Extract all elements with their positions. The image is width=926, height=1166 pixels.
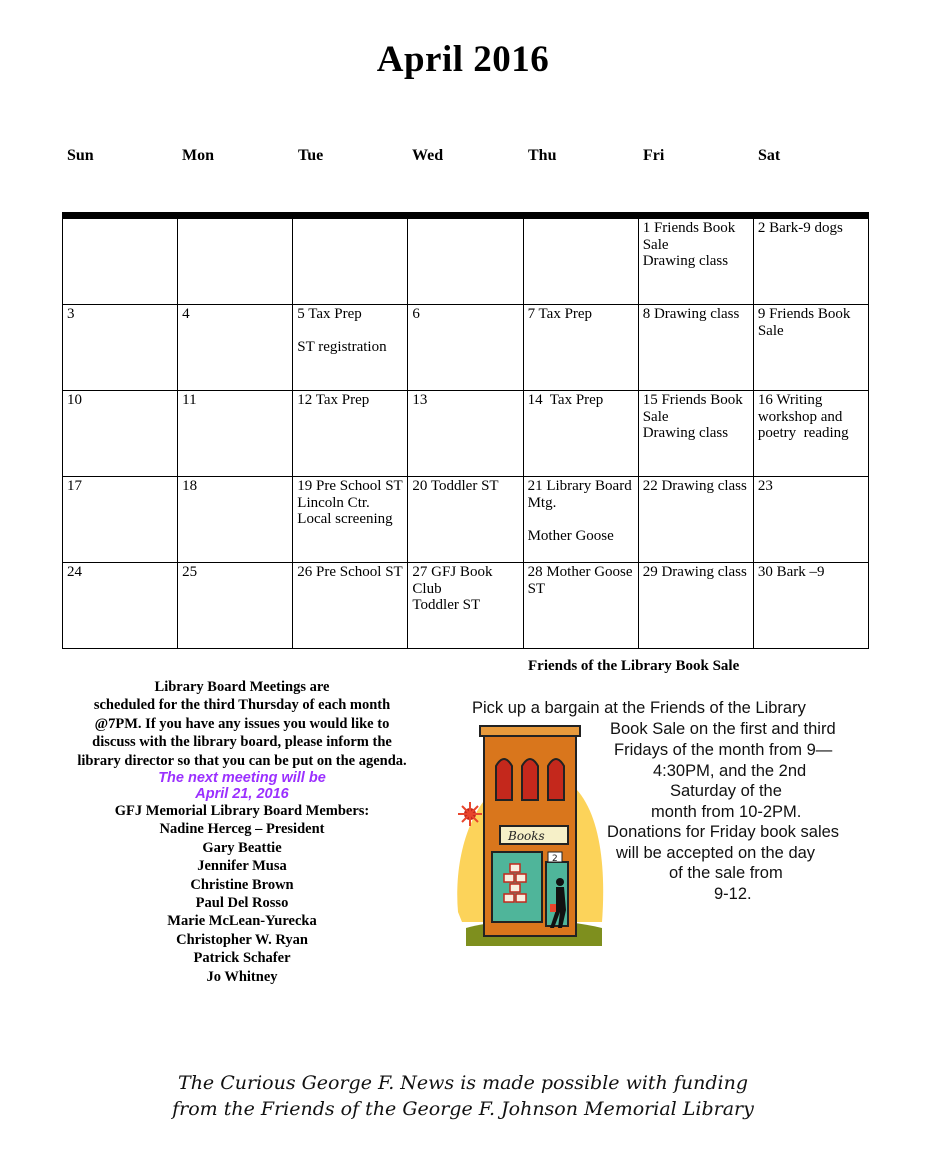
day-header-mon: Mon [182, 147, 214, 164]
day-event: ST registration [297, 339, 387, 355]
member-name: Jo Whitney [206, 968, 278, 985]
book [510, 864, 520, 872]
calendar-day-cell [408, 477, 523, 563]
day-header-wed: Wed [412, 147, 444, 164]
calendar-week-row [63, 563, 869, 649]
day-entry: 2 Bark-9 dogs [757, 220, 843, 236]
book-sale-line: 9-12. [714, 885, 752, 903]
calendar-day-cell [63, 477, 178, 563]
members-heading: GFJ Memorial Library Board Members: [114, 803, 370, 820]
calendar-day-cell [753, 391, 868, 477]
day-entry: 12 Tax Prep [297, 392, 370, 408]
calendar-day-cell [523, 391, 638, 477]
day-entry: 7 Tax Prep [527, 306, 593, 322]
day-entry: 11 [182, 392, 197, 408]
calendar-day-cell [753, 219, 868, 305]
calendar-day-cell [408, 305, 523, 391]
calendar-week-row [63, 219, 869, 305]
calendar-week-row [63, 305, 869, 391]
day-entry: 1 Friends Book Sale [642, 220, 739, 253]
calendar-day-cell [293, 305, 408, 391]
book-sale-line: Pick up a bargain at the Friends of the Library [472, 699, 806, 717]
calendar-day-cell [638, 563, 753, 649]
day-event: Toddler ST [412, 597, 481, 613]
calendar-day-cell [523, 477, 638, 563]
day-event: Drawing class [642, 425, 729, 441]
day-entry: 19 Pre School ST [297, 478, 403, 494]
day-entry: 5 Tax Prep [297, 306, 362, 322]
upper-window [496, 759, 512, 800]
upper-windows [496, 759, 564, 800]
calendar-day-cell [753, 563, 868, 649]
book-sale-line: Book Sale on the first and third [610, 720, 836, 738]
calendar-day-cell [178, 305, 293, 391]
day-entry: 9 Friends Book Sale [757, 306, 855, 339]
book-sale-title: Friends of the Library Book Sale [528, 658, 740, 674]
calendar-day-cell [63, 391, 178, 477]
book-sale-line: Fridays of the month from 9— [614, 741, 833, 759]
day-entry: 24 [67, 564, 82, 580]
day-header-sat: Sat [758, 147, 781, 164]
day-entry: 22 Drawing class [642, 478, 747, 494]
member-name: Patrick Schafer [193, 950, 291, 967]
page-title: April 2016 [376, 39, 550, 80]
calendar-day-cell [523, 219, 638, 305]
day-event [528, 511, 634, 528]
day-event [297, 323, 403, 340]
calendar-day-cell [178, 219, 293, 305]
day-event: Local screening [297, 511, 393, 527]
day-event: Lincoln Ctr. [297, 494, 370, 511]
calendar-day-cell [638, 219, 753, 305]
board-info [52, 678, 432, 986]
board-intro-line: discuss with the library board, please inform the [92, 734, 392, 751]
calendar-day-cell [408, 563, 523, 649]
day-header-thu: Thu [528, 147, 557, 164]
calendar-grid [62, 218, 869, 649]
day-entry: 14 Tax Prep [527, 392, 604, 408]
board-intro-line: scheduled for the third Thursday of each month [93, 697, 391, 714]
day-entry: 29 Drawing class [642, 564, 747, 580]
calendar-day-cell [408, 391, 523, 477]
day-entry: 30 Bark –9 [757, 564, 825, 580]
bookstore-illustration [452, 722, 612, 952]
calendar-day-cell [293, 477, 408, 563]
day-entry: 20 Toddler ST [412, 478, 499, 494]
book-sale-line: Saturday of the [670, 782, 782, 800]
book [504, 874, 514, 882]
upper-window [548, 759, 564, 800]
day-entry: 13 [412, 392, 428, 408]
day-event: Drawing class [642, 253, 729, 269]
member-name: Nadine Herceg – President [159, 821, 325, 838]
calendar-day-cell [523, 305, 638, 391]
shopping-bag [550, 904, 556, 912]
calendar-day-cell [293, 219, 408, 305]
calendar-day-cell [63, 219, 178, 305]
calendar-day-cell [638, 477, 753, 563]
member-list [52, 820, 432, 986]
book-sale-line: Donations for Friday book sales [607, 823, 840, 841]
calendar-day-cell [63, 305, 178, 391]
calendar-day-cell [753, 477, 868, 563]
calendar-day-cell [293, 563, 408, 649]
next-meeting [52, 770, 432, 802]
calendar-day-cell [178, 477, 293, 563]
calendar-day-cell [63, 563, 178, 649]
member-name: Gary Beattie [202, 839, 282, 856]
day-entry: 10 [67, 392, 82, 408]
board-intro [52, 678, 432, 770]
member-name: Paul Del Rosso [195, 895, 289, 912]
day-entry: 25 [182, 564, 198, 580]
day-entry: 17 [67, 478, 82, 494]
member-name: Jennifer Musa [197, 858, 287, 875]
footer-line-1: The Curious George F. News is made possible with funding [178, 1072, 748, 1094]
book-sale-line: month from 10-2PM. [651, 803, 802, 821]
person-head [556, 878, 564, 886]
books-sign-text: Books [508, 829, 545, 843]
door-number: 2 [552, 854, 558, 864]
day-entry: 16 Writing workshop and poetry reading [757, 392, 849, 441]
book [510, 884, 520, 892]
board-intro-line: Library Board Meetings are [154, 679, 330, 695]
book-sale-line: of the sale from [669, 864, 783, 882]
calendar-week-row [63, 391, 869, 477]
day-header-sun: Sun [67, 147, 94, 164]
next-meeting-date: April 21, 2016 [195, 786, 289, 803]
book-sale-line: will be accepted on the day [616, 844, 816, 862]
calendar-day-cell [523, 563, 638, 649]
day-entry: 15 Friends Book Sale [642, 392, 747, 425]
calendar-day-cell [638, 305, 753, 391]
day-header-tue: Tue [298, 147, 324, 164]
day-entry: 18 [182, 478, 198, 494]
book [516, 894, 526, 902]
day-entry: 4 [182, 306, 190, 322]
day-event: Mother Goose [527, 527, 614, 544]
day-entry: 26 Pre School ST [297, 564, 403, 580]
upper-window [522, 759, 538, 800]
day-entry: 27 GFJ Book Club [412, 564, 497, 597]
calendar-day-cell [293, 391, 408, 477]
board-intro-line: library director so that you can be put on the agenda. [77, 752, 407, 769]
day-entry: 21 Library Board Mtg. [527, 478, 636, 511]
book-sale-line: 4:30PM, and the 2nd [653, 762, 807, 780]
day-entry: 28 Mother Goose ST [527, 564, 637, 597]
calendar-day-cell [753, 305, 868, 391]
member-name: Christopher W. Ryan [176, 931, 308, 948]
day-header-fri: Fri [643, 147, 665, 164]
calendar-week-row [63, 477, 869, 563]
store-cornice [480, 726, 580, 736]
next-meeting-line: The next meeting will be [158, 770, 326, 787]
member-name: Marie McLean-Yurecka [167, 913, 317, 930]
day-entry: 8 Drawing class [642, 306, 740, 322]
calendar-day-cell [638, 391, 753, 477]
day-entry: 3 [67, 306, 75, 322]
calendar-day-cell [178, 563, 293, 649]
footer-line-2: from the Friends of the George F. Johnson Memorial Library [172, 1098, 754, 1120]
member-name: Christine Brown [190, 876, 294, 893]
calendar-day-cell [178, 391, 293, 477]
calendar-day-cell [408, 219, 523, 305]
day-entry: 6 [412, 306, 420, 322]
day-entry: 23 [757, 478, 773, 494]
book [516, 874, 526, 882]
board-intro-line: @7PM. If you have any issues you would like to [94, 715, 390, 732]
book [504, 894, 514, 902]
